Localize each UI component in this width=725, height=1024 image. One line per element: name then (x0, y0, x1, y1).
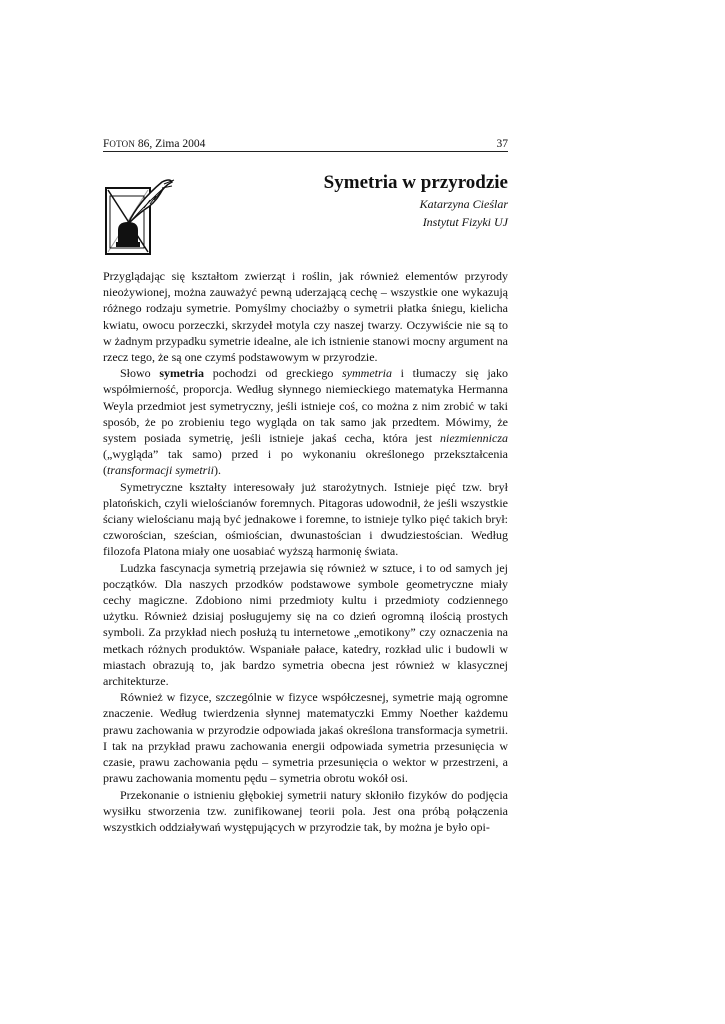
paragraph-6 (103, 787, 508, 836)
running-header (103, 137, 508, 152)
text-run: Ludzka fascynacja symetrią przejawia się również w sztuce, i to od samych jej początków. Dla naszych przodków podstawowe symbole geometryczne miały cechy magiczne. Zdobiono nimi przedmioty kultu i przedmioty codziennego użytku. Również dzisiaj posługujemy się na co dzień ogromną ilością prostych symboli. Za przykład niech posłużą tu internetowe „emotikony” czy oznaczenia na metkach różnych produktów. Wspaniałe pałace, katedry, rozkład ulic i budowli w miastach obrazują to, jak bardzo symetria obecna jest również w klasycznej architekturze. (103, 560, 508, 689)
issue-label: 86, Zima 2004 (135, 138, 206, 150)
text-run: Również w fizyce, szczególnie w fizyce współczesnej, symetrie mają ogromne znaczenie. Według twierdzenia słynnej matematyczki Emmy Noether każdemu prawu zachowania w przyrodzie odpowiada jakaś określona transformacja symetrii. I tak na przykład prawu zachowania energii odpowiada symetria przesunięcia w czasie, prawu zachowania pędu – symetria przesunięcia o wektor w przestrzeni, a prawu zachowania momentu pędu – symetria obrotu wokół osi. (103, 690, 508, 786)
text-run: Symetryczne kształty interesowały już starożytnych. Istnieje pięć tzw. brył platońskich, czyli wielościanów foremnych. Pitagoras udowodnił, że jeśli wszystkie ściany wielościanu mają być jednakowe i foremne, to istnieje tylko pięć takich brył: czworościan, sześcian, ośmiościan, dwunastościan i dwudziestościan. Według filozofa Platona miały one uosabiać wyższą harmonię świata. (103, 479, 508, 559)
article-author: Katarzyna Cieślar (419, 197, 508, 211)
text-run: Słowo (120, 366, 160, 381)
journal-name-smallcaps: OTON (109, 139, 136, 149)
quill-inkwell-icon (104, 178, 176, 258)
paragraph-4 (103, 560, 508, 690)
journal-name-initial: F (103, 138, 110, 150)
header-rule (103, 151, 508, 152)
text-run: i tłumaczy się jako współmierność, proporcja. Według słynnego niemieckiego matematyka Hermanna Weyla przedmiot jest symetryczny, jeśli istnieje coś, co można z nim zrobić w taki sposób, że po zrobieniu tego wygląda on tak samo jak przedtem. Mówimy, że system posiada symetrię, jeśli istnieje jakaś cecha, która jest (103, 366, 508, 446)
paragraph-1 (103, 268, 508, 365)
paragraph-3 (103, 479, 508, 560)
paragraph-5 (103, 689, 508, 786)
text-run: („wygląda” tak samo) przed i po wykonaniu określonego przekształcenia ( (103, 447, 508, 478)
article-title: Symetria w przyrodzie (323, 172, 508, 193)
journal-issue (103, 137, 205, 152)
article-body (103, 268, 508, 835)
text-run: pochodzi od greckiego (204, 366, 342, 381)
bold-term: symetria (159, 366, 205, 381)
italic-term: transformacji symetrii (107, 463, 214, 478)
text-run: ). (214, 463, 221, 478)
author-institution: Instytut Fizyki UJ (422, 215, 508, 229)
italic-term: symmetria (342, 366, 392, 381)
page-number: 37 (496, 138, 508, 150)
text-run: Przyglądając się kształtom zwierząt i roślin, jak również elementów przyrody nieożywionej, można zauważyć pewną uderzającą cechę – wszystkie one wykazują różnego rodzaju symetrie. Pomyślmy chociażby o symetrii płatka śniegu, kielicha kwiatu, owocu porzeczki, skrzydeł motyla czy naszej twarzy. Oczywiście nie są to w żadnym przypadku symetrie idealne, ale ich istnienie stanowi mocny argument na rzecz tego, że są one czymś podstawowym w przyrodzie. (103, 269, 508, 365)
paragraph-2 (103, 365, 508, 478)
italic-term: niezmiennicza (440, 431, 508, 446)
text-run: Przekonanie o istnieniu głębokiej symetrii natury skłoniło fizyków do podjęcia wysiłku stworzenia tzw. zunifikowanej teorii pola. Jest ona próbą połączenia wszystkich oddziaływań występujących w przyrodzie tak, by można je było opi- (103, 787, 508, 834)
